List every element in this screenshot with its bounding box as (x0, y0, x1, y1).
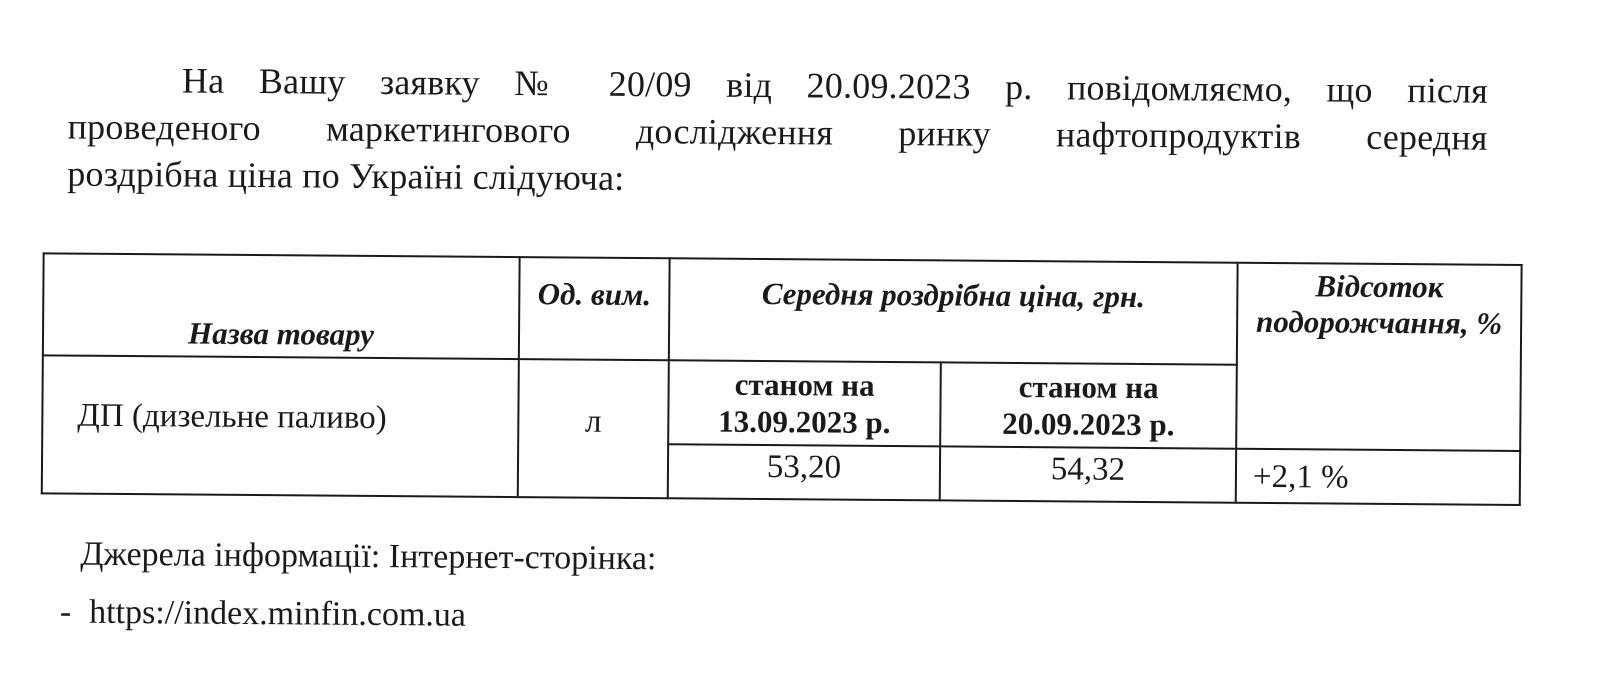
paragraph-line-1: На Вашу заявку № 20/09 від 20.09.2023 р. повідомляємо, що після (181, 60, 1489, 111)
price-table (41, 252, 1523, 506)
header-percent-increase: Відсоток подорожчання, % (1236, 263, 1521, 451)
paragraph-line-3: роздрібна ціна по Україні слідуюча: (67, 153, 625, 198)
letter-paragraph (67, 57, 1488, 209)
cell-price-2: 54,32 (940, 446, 1236, 502)
cell-price-1: 53,20 (668, 444, 940, 500)
header-average-price: Середня роздрібна ціна, грн. (669, 258, 1238, 364)
cell-product-name: ДП (дизельне паливо) (42, 355, 519, 497)
source-link[interactable]: https://index.minfin.com.ua (89, 593, 467, 634)
cell-unit: л (518, 359, 669, 498)
header-date-1: станом на 13.09.2023 р. (668, 360, 941, 446)
list-dash: - (59, 593, 72, 631)
source-link-line (60, 593, 466, 636)
header-product-name: Назва товару (43, 253, 520, 359)
table-header-row (43, 253, 1522, 367)
header-unit: Од. вим. (519, 257, 670, 360)
cell-percent: +2,1 % (1236, 449, 1520, 505)
paragraph-line-2: проведеного маркетингового дослідження ринку нафтопродуктів середня (67, 106, 1488, 158)
header-date-2: станом на 20.09.2023 р. (940, 362, 1237, 448)
sources-label: Джерела інформації: Інтернет-сторінка: (80, 535, 657, 578)
